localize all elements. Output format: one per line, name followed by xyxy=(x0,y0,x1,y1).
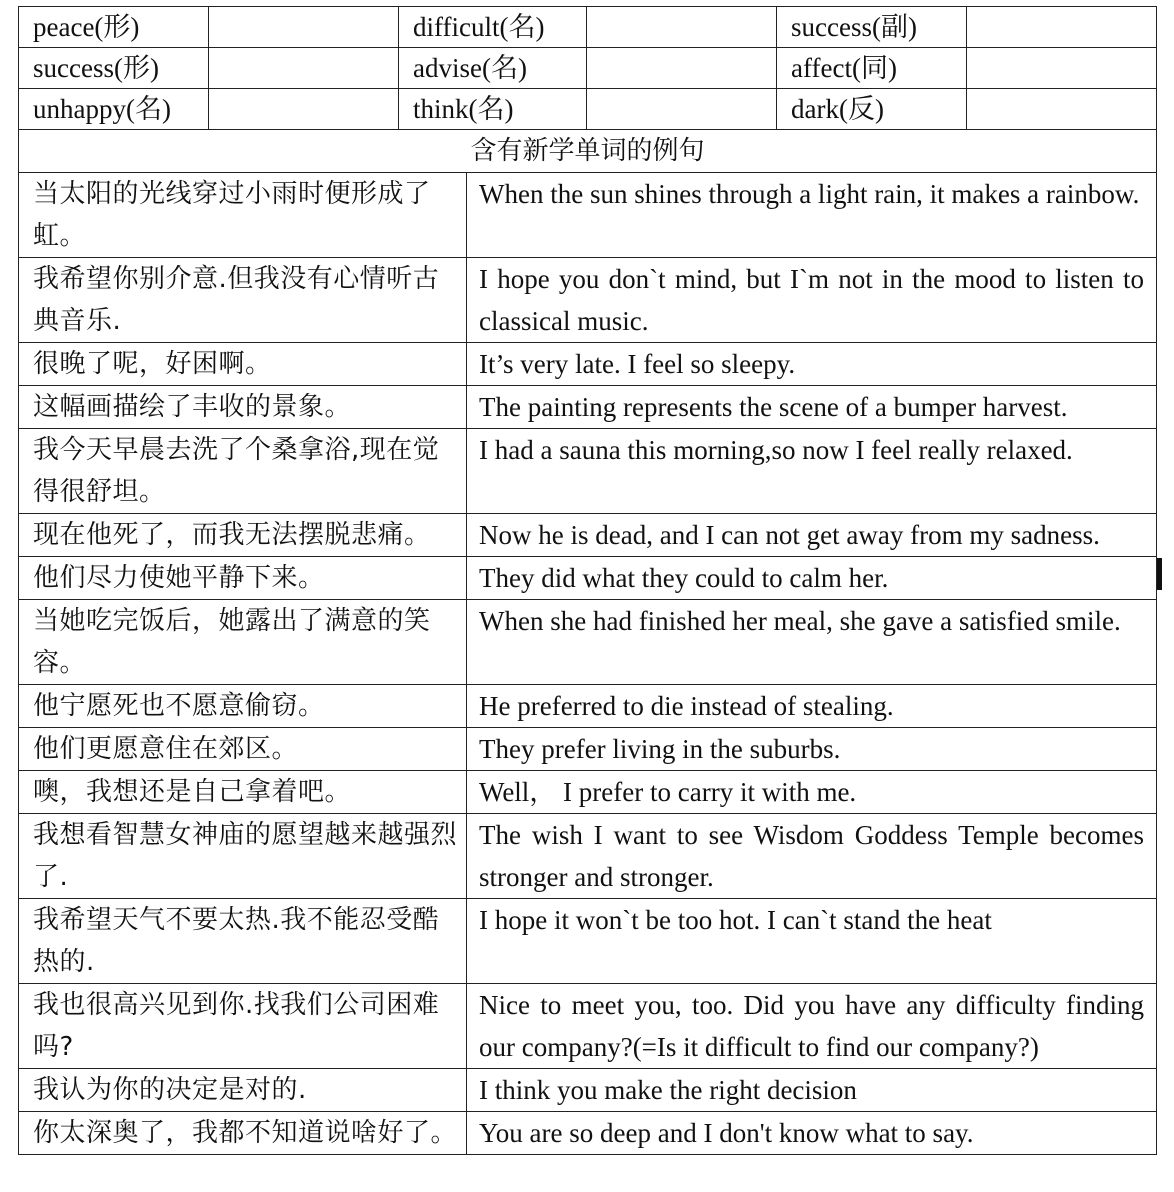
example-english: I think you make the right decision xyxy=(467,1068,1157,1111)
word-cell: peace(形) xyxy=(19,7,209,48)
word-cell: dark(反) xyxy=(777,89,967,130)
example-row xyxy=(19,342,1157,385)
example-english: I had a sauna this morning,so now I feel really relaxed. xyxy=(467,428,1157,513)
example-english: When she had finished her meal, she gave a satisfied smile. xyxy=(467,599,1157,684)
answer-cell[interactable] xyxy=(587,89,777,130)
word-row xyxy=(19,7,1157,48)
example-row xyxy=(19,513,1157,556)
section-header-row xyxy=(19,130,1157,173)
examples-body xyxy=(19,172,1157,1154)
example-english: I hope you don`t mind, but I`m not in the mood to listen to classical music. xyxy=(467,257,1157,342)
example-row xyxy=(19,172,1157,257)
section-header: 含有新学单词的例句 xyxy=(19,130,1157,173)
word-cell: difficult(名) xyxy=(399,7,587,48)
example-row xyxy=(19,770,1157,813)
example-row xyxy=(19,898,1157,983)
example-row xyxy=(19,599,1157,684)
example-english: They did what they could to calm her. xyxy=(467,556,1157,599)
example-chinese: 他宁愿死也不愿意偷窃。 xyxy=(19,684,467,727)
example-english: The painting represents the scene of a bumper harvest. xyxy=(467,385,1157,428)
example-row xyxy=(19,1111,1157,1154)
example-row xyxy=(19,385,1157,428)
vocabulary-table xyxy=(18,6,1157,173)
example-chinese: 这幅画描绘了丰收的景象。 xyxy=(19,385,467,428)
word-row xyxy=(19,89,1157,130)
example-row xyxy=(19,1068,1157,1111)
edge-marker xyxy=(1157,558,1162,590)
word-cell: advise(名) xyxy=(399,48,587,89)
answer-cell[interactable] xyxy=(967,48,1157,89)
example-chinese: 我也很高兴见到你.找我们公司困难吗? xyxy=(19,983,467,1068)
example-english: You are so deep and I don't know what to say. xyxy=(467,1111,1157,1154)
example-english: Nice to meet you, too. Did you have any difficulty finding our company?(=Is it difficult to find our company?) xyxy=(467,983,1157,1068)
example-english: It’s very late. I feel so sleepy. xyxy=(467,342,1157,385)
example-english: They prefer living in the suburbs. xyxy=(467,727,1157,770)
example-chinese: 他们更愿意住在郊区。 xyxy=(19,727,467,770)
answer-cell[interactable] xyxy=(587,48,777,89)
example-chinese: 很晚了呢，好困啊。 xyxy=(19,342,467,385)
answer-cell[interactable] xyxy=(967,89,1157,130)
example-row xyxy=(19,428,1157,513)
answer-cell[interactable] xyxy=(209,89,399,130)
example-chinese: 当太阳的光线穿过小雨时便形成了虹。 xyxy=(19,172,467,257)
word-cell: unhappy(名) xyxy=(19,89,209,130)
example-row xyxy=(19,684,1157,727)
example-english: He preferred to die instead of stealing. xyxy=(467,684,1157,727)
example-row xyxy=(19,983,1157,1068)
example-english: When the sun shines through a light rain, it makes a rainbow. xyxy=(467,172,1157,257)
example-english: The wish I want to see Wisdom Goddess Temple becomes stronger and stronger. xyxy=(467,813,1157,898)
document-page xyxy=(18,6,1156,1155)
example-chinese: 他们尽力使她平静下来。 xyxy=(19,556,467,599)
example-chinese: 你太深奥了，我都不知道说啥好了。 xyxy=(19,1111,467,1154)
examples-table xyxy=(18,172,1157,1155)
example-chinese: 我希望你别介意.但我没有心情听古典音乐. xyxy=(19,257,467,342)
example-row xyxy=(19,556,1157,599)
answer-cell[interactable] xyxy=(209,48,399,89)
example-chinese: 当她吃完饭后，她露出了满意的笑容。 xyxy=(19,599,467,684)
word-cell: think(名) xyxy=(399,89,587,130)
answer-cell[interactable] xyxy=(967,7,1157,48)
example-row xyxy=(19,813,1157,898)
example-chinese: 我今天早晨去洗了个桑拿浴,现在觉得很舒坦。 xyxy=(19,428,467,513)
answer-cell[interactable] xyxy=(587,7,777,48)
word-row xyxy=(19,48,1157,89)
example-chinese: 现在他死了，而我无法摆脱悲痛。 xyxy=(19,513,467,556)
example-english: I hope it won`t be too hot. I can`t stand the heat xyxy=(467,898,1157,983)
answer-cell[interactable] xyxy=(209,7,399,48)
example-english: Now he is dead, and I can not get away from my sadness. xyxy=(467,513,1157,556)
example-row xyxy=(19,727,1157,770)
example-chinese: 噢，我想还是自己拿着吧。 xyxy=(19,770,467,813)
word-cell: affect(同) xyxy=(777,48,967,89)
example-chinese: 我想看智慧女神庙的愿望越来越强烈了. xyxy=(19,813,467,898)
example-chinese: 我认为你的决定是对的. xyxy=(19,1068,467,1111)
example-row xyxy=(19,257,1157,342)
example-english: Well， I prefer to carry it with me. xyxy=(467,770,1157,813)
word-cell: success(副) xyxy=(777,7,967,48)
word-cell: success(形) xyxy=(19,48,209,89)
example-chinese: 我希望天气不要太热.我不能忍受酷热的. xyxy=(19,898,467,983)
